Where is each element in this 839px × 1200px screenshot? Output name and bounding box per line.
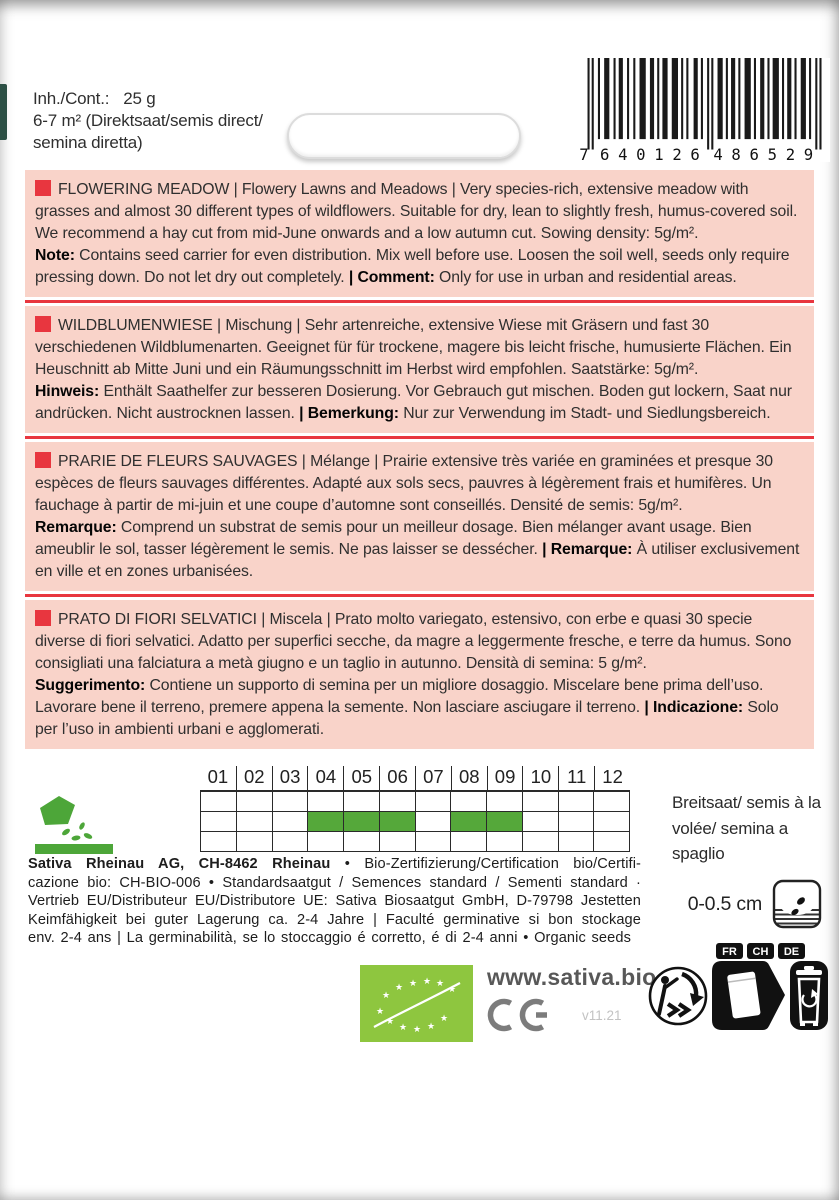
panel-note [35, 245, 803, 289]
barcode [578, 58, 830, 162]
sowing-depth-icon [771, 878, 823, 930]
svg-text:★: ★ [394, 983, 404, 993]
coverage-line1: 6-7 m² (Direktsaat/semis direct/ [33, 111, 263, 130]
red-divider [25, 594, 814, 597]
calendar-cell [344, 792, 380, 812]
note-label: Suggerimento: [35, 677, 150, 694]
calendar-cell [201, 812, 237, 832]
panel-note [35, 381, 803, 425]
svg-text:★: ★ [447, 985, 457, 995]
content-value: 25 g [123, 89, 156, 108]
calendar-cell [559, 812, 595, 832]
calendar-cell [273, 792, 309, 812]
svg-text:★: ★ [381, 991, 391, 1001]
barcode-bars [588, 58, 822, 150]
comment-label: | Indicazione: [644, 699, 748, 716]
producer-line: cazione bio: CH-BIO-006 • Standardsaatgut / Semences standard / Sementi standard · [28, 874, 641, 891]
calendar-month-label: 05 [343, 766, 379, 790]
calendar-cell [487, 832, 523, 852]
panel-title: PRATO DI FIORI SELVATICI [58, 611, 257, 628]
comment-text: Solo per l’uso in ambienti urbani e agglomerati. [35, 699, 779, 738]
calendar-month-label: 11 [558, 766, 594, 790]
calendar-cell [594, 812, 630, 832]
red-square-icon [35, 180, 51, 196]
calendar-cell-active [487, 812, 523, 832]
version-label: v11.21 [582, 1008, 622, 1023]
note-label: Hinweis: [35, 383, 104, 400]
red-square-icon [35, 316, 51, 332]
producer-line: Keimfähigkeit bei guter Lagerung ca. 2-4 Jahre | Faculté germinative si bon stockage [28, 911, 641, 928]
svg-text:★: ★ [412, 1025, 422, 1035]
red-divider [25, 436, 814, 439]
red-square-icon [35, 452, 51, 468]
calendar-month-label: 07 [415, 766, 451, 790]
calendar-cell [451, 792, 487, 812]
svg-text:★: ★ [408, 979, 418, 989]
calendar-cell [594, 832, 630, 852]
calendar-cell [451, 832, 487, 852]
calendar-cell [308, 832, 344, 852]
calendar-cell [523, 792, 559, 812]
eu-organic-logo [360, 965, 473, 1042]
calendar-month-label: 01 [207, 766, 229, 787]
barcode-digit-lead: 7 [579, 145, 589, 162]
lang-panel-italian [25, 600, 814, 749]
producer-line-rest: • Bio-Zertifizierung/Certification bio/Certifi- [330, 856, 642, 872]
calendar-cell [523, 812, 559, 832]
calendar-cell [523, 832, 559, 852]
panel-description [35, 179, 803, 245]
calendar-cell [559, 792, 595, 812]
lang-panel-german [25, 306, 814, 433]
calendar-cell-active [308, 812, 344, 832]
producer-info [28, 855, 641, 948]
panel-title: FLOWERING MEADOW [58, 181, 230, 198]
calendar-cell [487, 792, 523, 812]
hang-hole [287, 113, 521, 159]
description-panels [25, 170, 814, 749]
note-text: Contiene un supporto di semina per un migliore dosaggio. Miscelare bene prima dell’uso. Lavorare bene il terreno, premere appena la semente. Non lasciare asciugare il terreno. [35, 677, 764, 716]
calendar-cell [380, 832, 416, 852]
comment-label: | Bemerkung: [299, 405, 404, 422]
red-square-icon [35, 610, 51, 626]
calendar-cell-active [380, 812, 416, 832]
packaging-disposal-icon [708, 942, 830, 1038]
comment-text: Nur zur Verwendung im Stadt- und Siedlungsbereich. [403, 405, 771, 422]
calendar-cell [594, 792, 630, 812]
ce-mark-icon [487, 998, 551, 1032]
calendar-cell [273, 812, 309, 832]
producer-line: env. 2-4 ans | La germinabilità, se lo stoccaggio é corretto, é di 2-4 anni • Organic seeds [28, 930, 631, 947]
calendar-cell [344, 832, 380, 852]
panel-body-text: | Flowery Lawns and Meadows | Very species-rich, extensive meadow with grasses and almost 30 different types of wildflowers. Suitable for dry, lean to slightly fresh, humus-covered soil. We recommend a hay cut from mid-June onwards and a low autumn cut. Sowing density: 5g/m². [35, 181, 798, 242]
triman-recycling-icon [646, 960, 710, 1028]
sowing-calendar [200, 766, 630, 852]
calendar-header-row [200, 766, 630, 790]
calendar-month-label: 10 [522, 766, 558, 790]
panel-description [35, 609, 803, 675]
calendar-month-label: 06 [379, 766, 415, 790]
disposal-label-ch: CH [752, 946, 769, 958]
calendar-grid [200, 790, 630, 852]
producer-line [28, 855, 641, 874]
sowing-depth [645, 878, 823, 930]
lang-panel-english [25, 170, 814, 297]
comment-text: Only for use in urban and residential areas. [439, 269, 737, 286]
comment-text: À utiliser exclusivement en ville et en zones urbanisées. [35, 541, 800, 580]
svg-text:★: ★ [426, 1022, 436, 1032]
calendar-cell [416, 792, 452, 812]
panel-title: WILDBLUMENWIESE [58, 317, 213, 334]
panel-title: PRARIE DE FLEURS SAUVAGES [58, 453, 298, 470]
calendar-cell [237, 812, 273, 832]
calendar-cell [308, 792, 344, 812]
calendar-month-label: 03 [272, 766, 308, 790]
calendar-cell [273, 832, 309, 852]
barcode-digits-right: 486529 [713, 145, 814, 162]
content-label: Inh./Cont.: [33, 89, 110, 108]
panel-note [35, 675, 803, 741]
note-text: Enthält Saathelfer zur besseren Dosierung. Vor Gebrauch gut mischen. Boden gut lockern, Saat nur andrücken. Nicht austrocknen lassen. [35, 383, 792, 422]
producer-name: Sativa Rheinau AG, CH-8462 Rheinau [28, 856, 331, 872]
packet-fold-edge [0, 84, 7, 140]
calendar-cell [416, 832, 452, 852]
svg-text:★: ★ [398, 1023, 408, 1033]
calendar-month-label: 08 [451, 766, 487, 790]
broadcast-sowing-icon [30, 792, 118, 854]
calendar-cell-active [451, 812, 487, 832]
disposal-label-de: DE [783, 946, 800, 958]
panel-description [35, 315, 803, 381]
website-url: www.sativa.bio [487, 964, 657, 990]
calendar-cell [559, 832, 595, 852]
note-label: Note: [35, 247, 80, 264]
content-info [33, 88, 263, 154]
lang-panel-french [25, 442, 814, 591]
panel-description [35, 451, 803, 517]
sowing-method-text: Breitsaat/ semis à la volée/ semina a spaglio [672, 793, 821, 863]
calendar-month-label: 04 [307, 766, 343, 790]
panel-body-text: | Mischung | Sehr artenreiche, extensive Wiese mit Gräsern und fast 30 verschiedenen Wildblumenarten. Geeignet für für trockene, magere bis leicht frische, humusierte Flächen. Ein Heuschnitt ab Mitte Juni und ein Räumungsschnitt im Herbst wird empfohlen. Saatstärke: 5g/m². [35, 317, 792, 378]
coverage-line2: semina diretta) [33, 133, 143, 152]
panel-body-text: | Miscela | Prato molto variegato, estensivo, con erbe e quasi 30 specie diverse di fiori selvatici. Adatto per superfici secche, da magre a leggermente fresche, e terre da humus. Sono consigliati una falciatura a metà giugno e un taglio in autunno. Densità di semina: 5 g/m². [35, 611, 792, 672]
calendar-cell [380, 792, 416, 812]
panel-body-text: | Mélange | Prairie extensive très variée en graminées et presque 30 espèces de fleurs sauvages différentes. Adapté aux sols secs, pauvres à légèrement frais et humifères. Un fauchage à partir de mi-juin et une coupe d’automne sont conseillés. Densité de semis: 5g/m². [35, 453, 773, 514]
svg-text:★: ★ [385, 1017, 395, 1027]
panel-note [35, 517, 803, 583]
svg-text:★: ★ [435, 979, 445, 989]
disposal-label-fr: FR [722, 946, 737, 958]
calendar-month-label: 09 [487, 766, 523, 790]
calendar-month-label: 02 [236, 766, 272, 790]
calendar-cell-active [344, 812, 380, 832]
calendar-month-label: 12 [594, 766, 630, 790]
calendar-cell [201, 832, 237, 852]
svg-text:★: ★ [422, 977, 432, 987]
svg-text:★: ★ [375, 1007, 385, 1017]
barcode-digits-left: 640126 [600, 145, 700, 162]
producer-line: Vertrieb EU/Distributeur EU/Distributore UE: Sativa Biosaatgut GmbH, D-79798 Jestetten [28, 893, 641, 910]
calendar-cell [237, 792, 273, 812]
calendar-cell [416, 812, 452, 832]
note-text: Comprend un substrat de semis pour un meilleur dosage. Bien mélanger avant usage. Bien ameublir le sol, tasser légèrement le semis. Ne pas laisser se dessécher. [35, 519, 752, 558]
calendar-cell [201, 792, 237, 812]
note-text: Contains seed carrier for even distribution. Mix well before use. Loosen the soil well, seeds only require pressing down. Do not let dry out completely. [35, 247, 790, 286]
comment-label: | Comment: [348, 269, 440, 286]
red-divider [25, 300, 814, 303]
comment-label: | Remarque: [542, 541, 637, 558]
svg-text:★: ★ [439, 1014, 449, 1024]
note-label: Remarque: [35, 519, 121, 536]
calendar-cell [237, 832, 273, 852]
sowing-depth-value: 0-0.5 cm [687, 892, 762, 915]
